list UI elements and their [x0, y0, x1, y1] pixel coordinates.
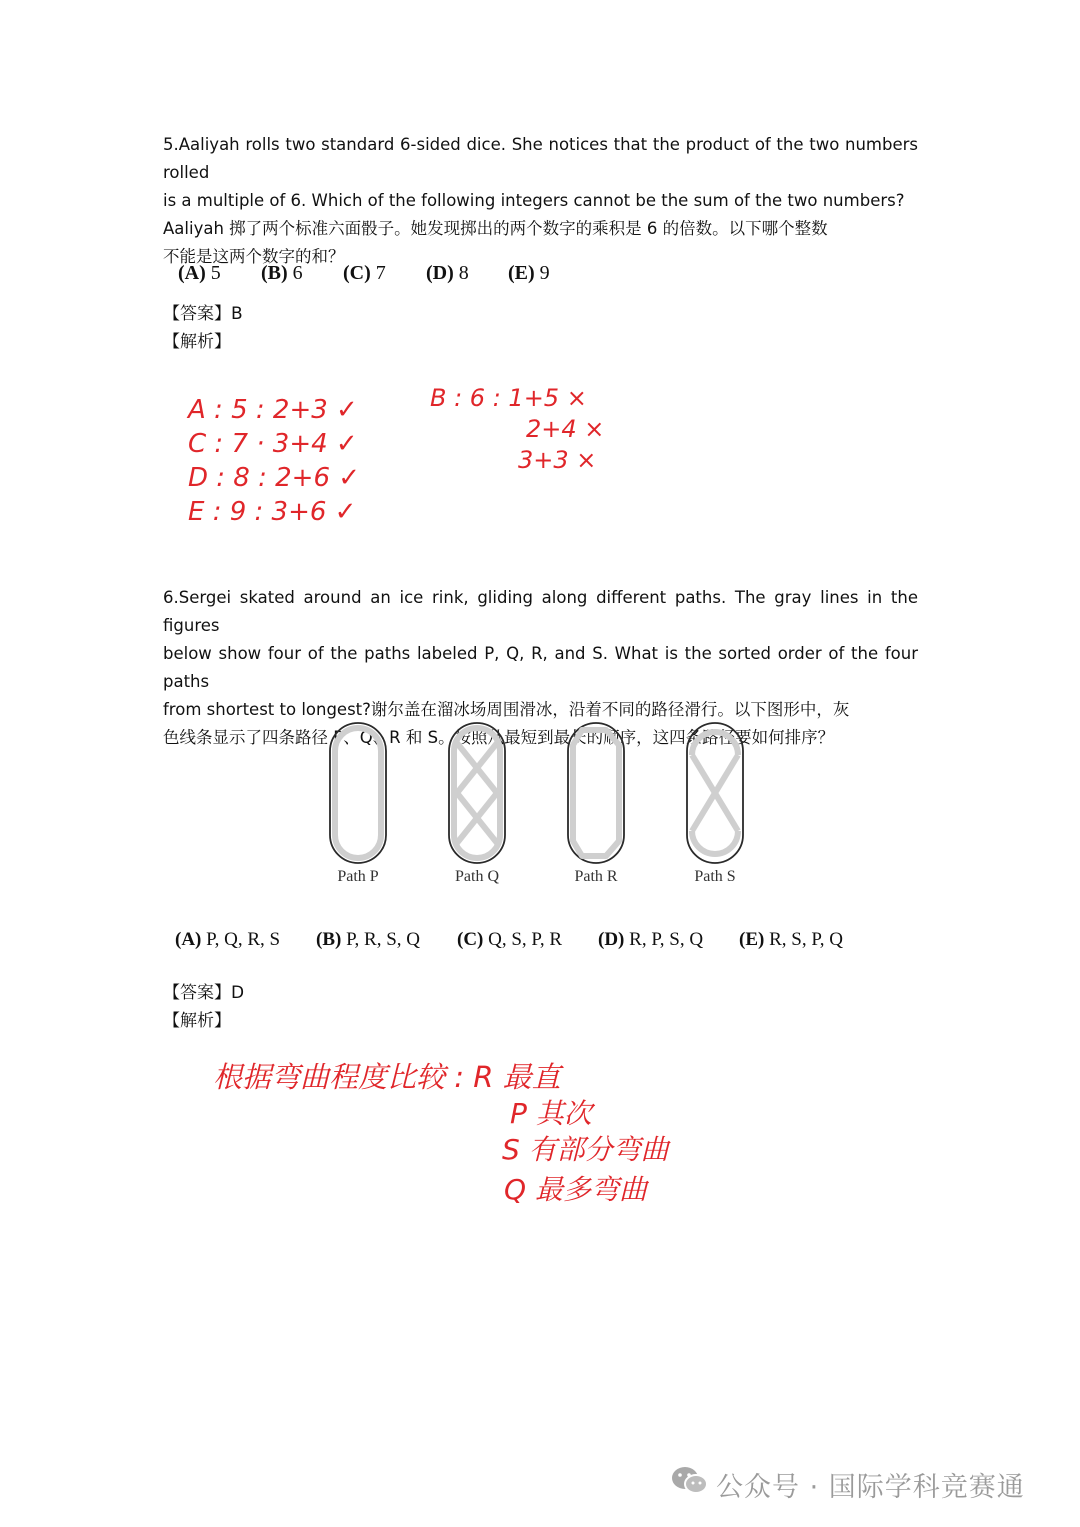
q6-hand-line-1: 根据弯曲程度比较 : R 最直: [213, 1060, 561, 1094]
q6-analysis-label: 【解析】: [163, 1011, 231, 1031]
q5-choice-c: (C) 7: [343, 262, 386, 284]
q6-line-4: 色线条显示了四条路径 P、Q、R 和 S。按照从最短到最长的顺序，这四条路径要如何排序？: [163, 728, 835, 747]
path-q-figure: [449, 723, 505, 863]
watermark-text: 公众号 · 国际学科竞赛通: [716, 1472, 1025, 1503]
q6-hand-line-3: S 有部分弯曲: [502, 1133, 669, 1166]
q6-line-2: below show four of the paths labeled P, Q, R, and S. What is the sorted order of the four paths: [163, 644, 918, 691]
q5-hand-line-b2: 2+4 ×: [526, 415, 605, 443]
q5-choice-d: (D) 8: [426, 262, 469, 284]
q6-choice-b: (B) P, R, S, Q: [316, 929, 420, 950]
q5-hand-line-e: E : 9 : 3+6 ✓: [188, 497, 357, 527]
q6-answer-label: 【答案】D: [163, 983, 245, 1003]
q5-hand-line-d: D : 8 : 2+6 ✓: [188, 463, 361, 493]
path-p-label: Path P: [337, 868, 379, 885]
q6-choice-d: (D) R, P, S, Q: [598, 929, 704, 950]
path-q-label: Path Q: [455, 868, 499, 885]
q5-hand-line-b: B : 6 : 1+5 ×: [430, 384, 587, 412]
q5-choice-e: (E) 9: [508, 262, 550, 284]
paths-figure: [320, 715, 760, 870]
q5-choices: [178, 262, 550, 285]
q5-analysis-label: 【解析】: [163, 332, 231, 352]
q5-question: [163, 131, 918, 271]
q5-line-4: 不能是这两个数字的和？: [163, 247, 345, 266]
q5-line-2: is a multiple of 6. Which of the following integers cannot be the sum of the two numbers?: [163, 191, 905, 210]
watermark: [670, 1465, 1025, 1504]
wechat-icon: [670, 1465, 710, 1504]
path-s-figure: [687, 723, 743, 863]
q6-choice-c: (C) Q, S, P, R: [457, 929, 563, 950]
path-r-figure: [568, 723, 624, 863]
q5-handwriting-right: [430, 383, 604, 476]
q6-line-1: 6.Sergei skated around an ice rink, gliding along different paths. The gray lines in the figures: [163, 588, 918, 635]
q6-choices: [175, 929, 843, 951]
q6-line-3: from shortest to longest?谢尔盖在溜冰场周围滑冰，沿着不同的路径滑行。以下图形中，灰: [163, 700, 850, 719]
path-r-label: Path R: [574, 868, 618, 885]
q5-answer-label: 【答案】B: [163, 304, 243, 324]
q5-choice-b: (B) 6: [261, 262, 303, 284]
q5-line-3: Aaliyah 掷了两个标准六面骰子。她发现掷出的两个数字的乘积是 6 的倍数。以下哪个整数: [163, 219, 828, 238]
path-s-label: Path S: [694, 868, 736, 885]
q5-hand-line-b3: 3+3 ×: [518, 446, 597, 474]
q5-line-1: 5.Aaliyah rolls two standard 6-sided dice. She notices that the product of the two numbers rolled: [163, 135, 918, 182]
q5-handwriting-left: [188, 393, 360, 529]
q5-hand-line-a: A : 5 : 2+3 ✓: [188, 395, 358, 425]
q6-hand-line-4: Q 最多弯曲: [504, 1173, 647, 1206]
q6-choice-e: (E) R, S, P, Q: [739, 929, 843, 950]
q6-choice-a: (A) P, Q, R, S: [175, 929, 281, 950]
path-p-figure: [330, 723, 386, 863]
q6-hand-line-2: P 其次: [510, 1097, 592, 1130]
q5-hand-line-c: C : 7 · 3+4 ✓: [188, 429, 358, 459]
q5-choice-a: (A) 5: [178, 262, 221, 284]
